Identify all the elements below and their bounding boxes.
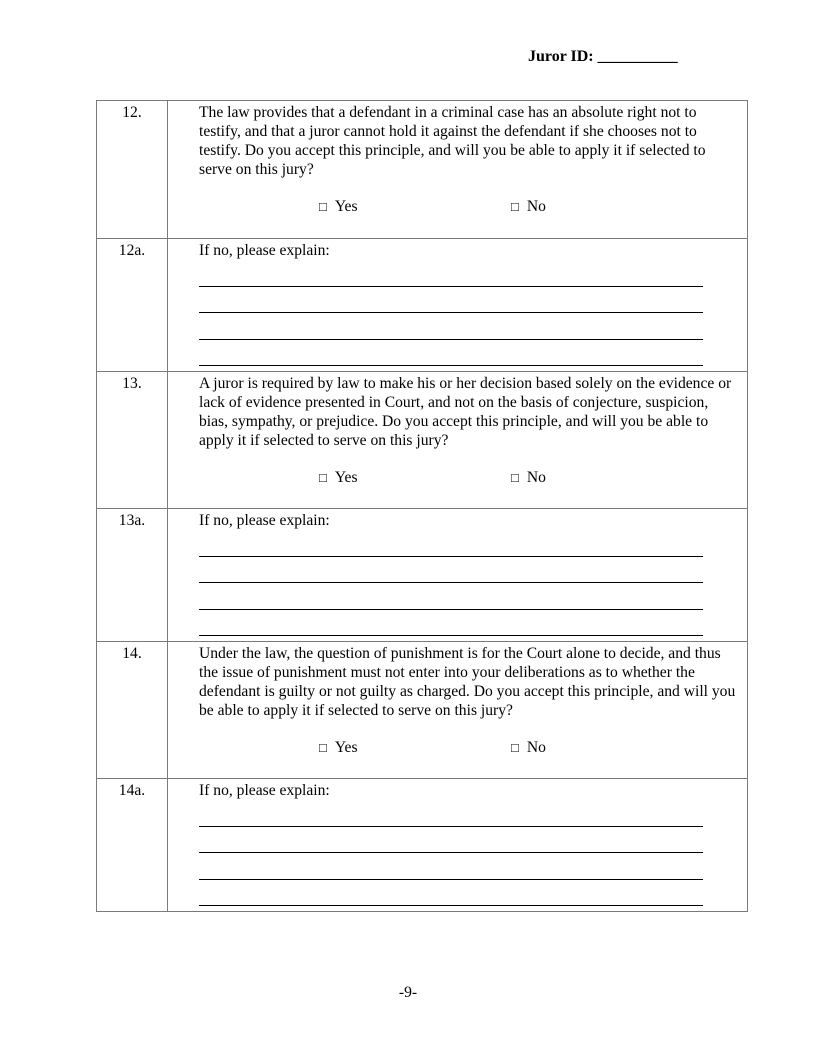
no-option[interactable] xyxy=(511,468,546,487)
checkbox-icon[interactable]: □ xyxy=(319,740,327,755)
juror-id-label: Juror ID: __________ xyxy=(528,48,678,65)
answer-line[interactable] xyxy=(199,557,703,584)
checkbox-icon[interactable]: □ xyxy=(319,470,327,485)
yes-option[interactable] xyxy=(319,738,358,757)
yes-no-options xyxy=(199,468,739,487)
page-number: -9- xyxy=(398,984,418,1001)
explain-prompt: If no, please explain: xyxy=(199,782,330,799)
question-cell xyxy=(168,372,748,509)
question-row-12 xyxy=(97,101,748,239)
checkbox-icon[interactable]: □ xyxy=(319,199,327,214)
question-number: 13. xyxy=(97,372,168,509)
answer-line[interactable] xyxy=(199,800,703,827)
yes-no-options xyxy=(199,738,739,757)
explain-row-14a xyxy=(97,779,748,912)
yes-option[interactable] xyxy=(319,197,358,216)
yes-label: Yes xyxy=(334,739,358,756)
explain-prompt: If no, please explain: xyxy=(199,512,330,529)
answer-line[interactable] xyxy=(199,880,703,907)
no-label: No xyxy=(526,198,546,215)
no-option[interactable] xyxy=(511,197,546,216)
explain-prompt: If no, please explain: xyxy=(199,242,330,259)
yes-option[interactable] xyxy=(319,468,358,487)
question-number: 12. xyxy=(97,101,168,239)
question-cell xyxy=(168,642,748,779)
checkbox-icon[interactable]: □ xyxy=(511,199,519,214)
questionnaire-table xyxy=(96,100,748,912)
no-label: No xyxy=(526,469,546,486)
yes-label: Yes xyxy=(334,469,358,486)
question-number: 14a. xyxy=(97,779,168,912)
question-number: 13a. xyxy=(97,509,168,642)
answer-line[interactable] xyxy=(199,287,703,314)
question-number: 14. xyxy=(97,642,168,779)
explain-cell xyxy=(168,779,748,912)
answer-line[interactable] xyxy=(199,610,703,637)
answer-line[interactable] xyxy=(199,853,703,880)
no-label: No xyxy=(526,739,546,756)
question-number: 12a. xyxy=(97,239,168,372)
question-text: A juror is required by law to make his or her decision based solely on the evidence or lack of evidence presented in Court, and not on the basis of conjecture, suspicion, bias, sympathy, or prejudice. Do you accept this principle, and will you be able to apply it if selected to serve on this jury? xyxy=(199,375,732,449)
question-cell xyxy=(168,101,748,239)
yes-no-options xyxy=(199,197,739,216)
explain-row-13a xyxy=(97,509,748,642)
explain-cell xyxy=(168,509,748,642)
checkbox-icon[interactable]: □ xyxy=(511,470,519,485)
answer-line[interactable] xyxy=(199,530,703,557)
answer-line[interactable] xyxy=(199,313,703,340)
no-option[interactable] xyxy=(511,738,546,757)
answer-line[interactable] xyxy=(199,827,703,854)
question-text: The law provides that a defendant in a criminal case has an absolute right not to testify, and that a juror cannot hold it against the defendant if she chooses not to testify. Do you accept this principle, and will you be able to apply it if selected to serve on this jury? xyxy=(199,104,706,178)
answer-line[interactable] xyxy=(199,340,703,367)
checkbox-icon[interactable]: □ xyxy=(511,740,519,755)
question-row-13 xyxy=(97,372,748,509)
answer-line[interactable] xyxy=(199,583,703,610)
answer-line[interactable] xyxy=(199,260,703,287)
explain-cell xyxy=(168,239,748,372)
question-row-14 xyxy=(97,642,748,779)
yes-label: Yes xyxy=(334,198,358,215)
question-text: Under the law, the question of punishment is for the Court alone to decide, and thus the issue of punishment must not enter into your deliberations as to whether the defendant is guilty or not guilty as charged. Do you accept this principle, and will you be able to apply it if selected to serve on this jury? xyxy=(199,645,736,719)
explain-row-12a xyxy=(97,239,748,372)
